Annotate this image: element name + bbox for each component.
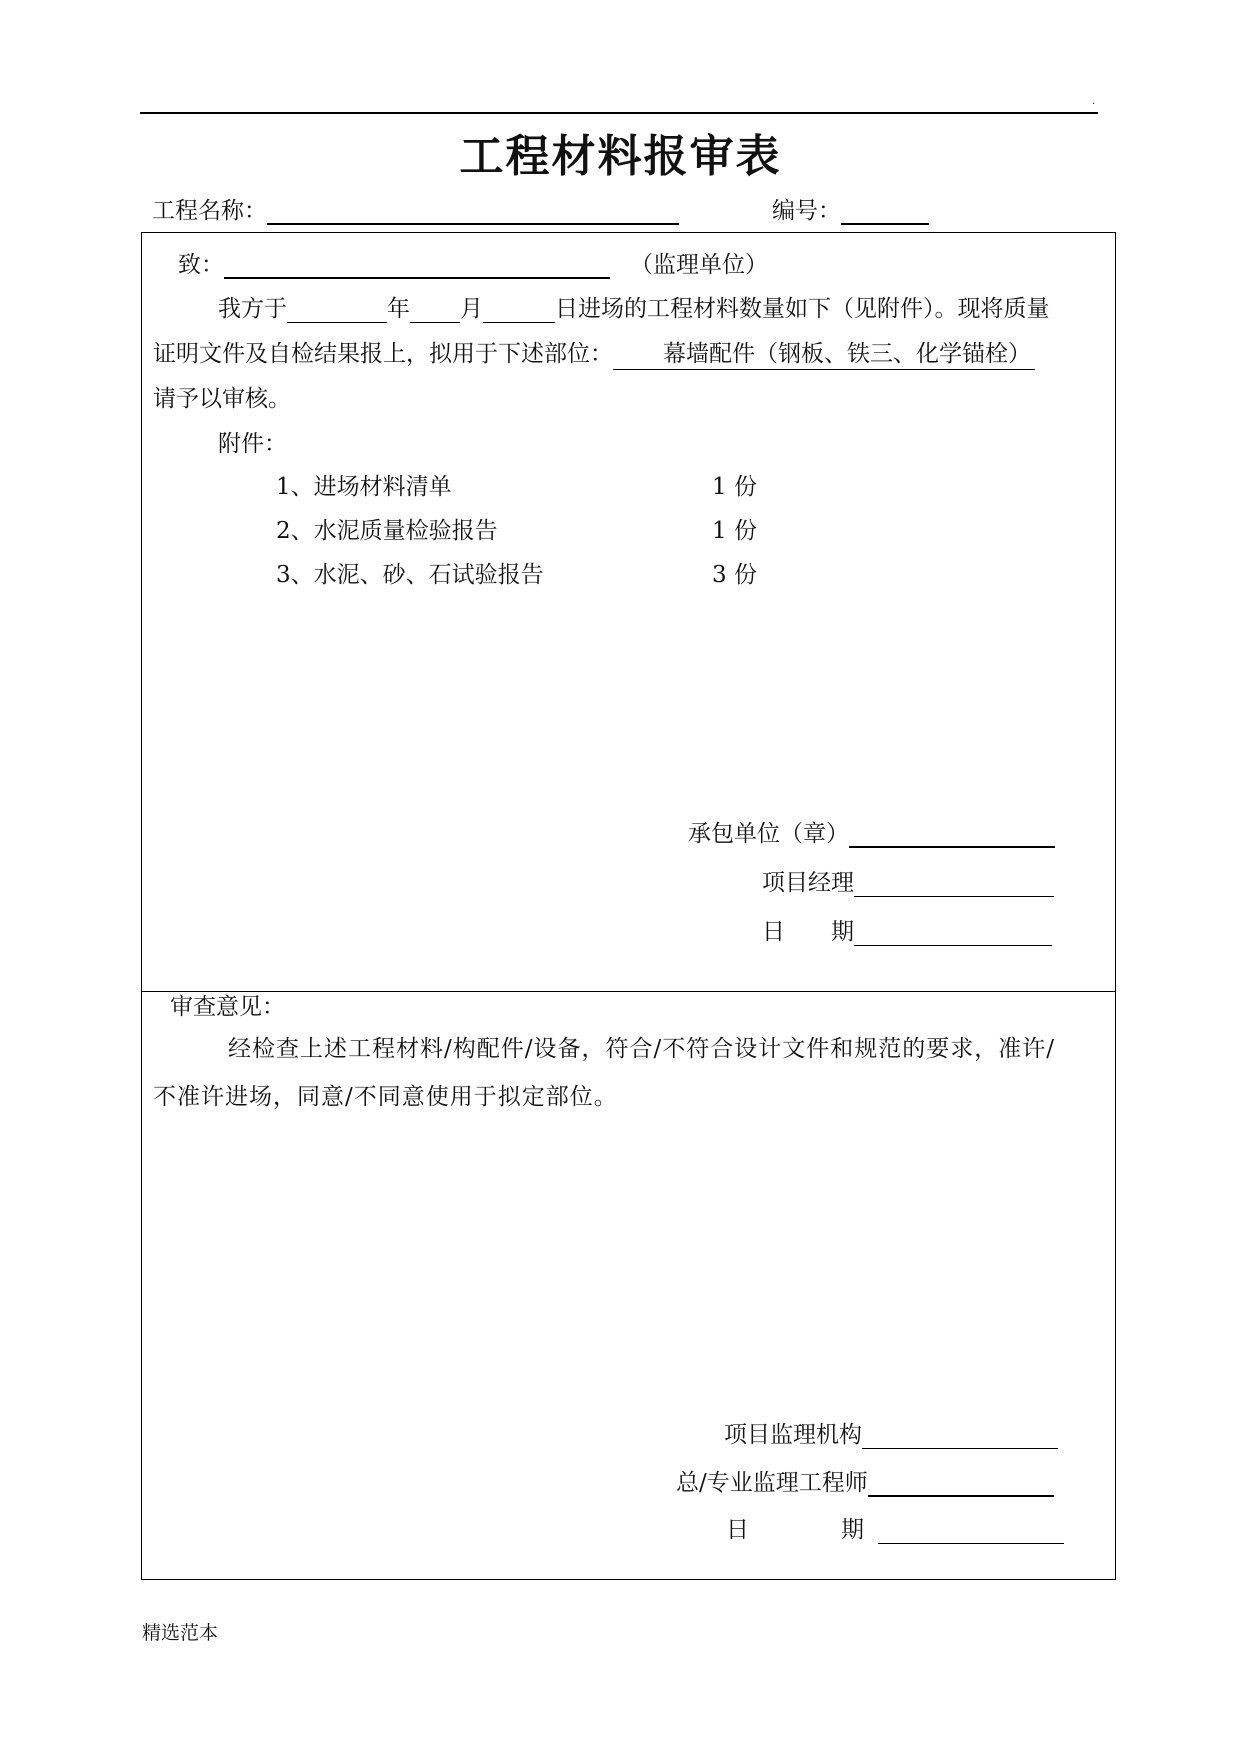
form-box — [141, 232, 1116, 1580]
supervisor-unit-label: （监理单位） — [630, 252, 768, 278]
contractor-date-label: 日 期 — [762, 919, 854, 945]
supervision-date-row — [726, 1511, 1064, 1544]
contractor-unit-row — [688, 815, 1055, 848]
project-manager-field[interactable] — [854, 870, 1054, 897]
header-mark: . — [1092, 96, 1096, 107]
project-name-field[interactable] — [267, 197, 679, 225]
month-label: 月 — [460, 296, 483, 322]
section-divider — [141, 991, 1116, 992]
supervision-org-label: 项目监理机构 — [724, 1422, 862, 1448]
body-p1-b: 日进场的工程材料数量如下（见附件）。现将质量 — [555, 296, 1050, 322]
supervising-engineer-row — [676, 1464, 1054, 1497]
location-field[interactable]: 幕墙配件（钢板、铁三、化学锚栓） — [613, 341, 1035, 370]
supervising-engineer-field[interactable] — [868, 1469, 1054, 1497]
attachment-item-3: 3、水泥、砂、石试验报告 — [276, 562, 544, 588]
year-field[interactable] — [287, 296, 387, 323]
to-label: 致： — [178, 252, 224, 278]
attachments-label: 附件： — [218, 431, 287, 457]
body-p2-a: 证明文件及自检结果报上，拟用于下述部位： — [153, 341, 613, 367]
body-p1-a: 我方于 — [218, 296, 287, 322]
header-rule — [140, 112, 1098, 114]
attachment-item-2: 2、水泥质量检验报告 — [276, 518, 498, 544]
contractor-unit-label: 承包单位（章） — [688, 821, 849, 847]
body-line-1 — [218, 290, 1050, 323]
body-line-3: 请予以审核。 — [153, 386, 291, 412]
day-field[interactable] — [483, 296, 555, 323]
supervision-org-field[interactable] — [862, 1422, 1058, 1449]
contractor-date-row — [762, 913, 1052, 946]
supervising-engineer-label: 总/专业监理工程师 — [676, 1470, 868, 1496]
supervision-date-field[interactable] — [878, 1517, 1064, 1544]
supervision-org-row — [724, 1416, 1058, 1449]
year-label: 年 — [387, 296, 410, 322]
number-field[interactable] — [841, 197, 929, 225]
project-name-label: 工程名称： — [152, 198, 267, 224]
project-manager-row — [762, 864, 1054, 897]
attachment-qty-2: 1 份 — [712, 518, 757, 544]
review-label: 审查意见： — [170, 994, 285, 1020]
contractor-unit-field[interactable] — [849, 820, 1055, 848]
number-label: 编号： — [772, 198, 841, 224]
supervision-date-label: 日 期 — [726, 1517, 864, 1543]
body-line-2 — [153, 335, 1035, 368]
number-row — [772, 192, 929, 225]
attachment-qty-3: 3 份 — [712, 562, 757, 588]
page-title: 工程材料报审表 — [459, 131, 782, 182]
month-field[interactable] — [410, 296, 460, 323]
to-row — [178, 246, 610, 279]
to-field[interactable] — [224, 251, 610, 279]
attachment-qty-1: 1 份 — [712, 474, 757, 500]
attachment-item-1: 1、进场材料清单 — [276, 474, 452, 500]
project-name-row — [152, 192, 679, 225]
footer-text: 精选范本 — [142, 1622, 219, 1644]
contractor-date-field[interactable] — [854, 919, 1052, 946]
review-line-1: 经检查上述工程材料/构配件/设备，符合/不符合设计文件和规范的要求，准许/ — [228, 1036, 1055, 1062]
review-line-2: 不准许进场，同意/不同意使用于拟定部位。 — [153, 1084, 618, 1110]
project-manager-label: 项目经理 — [762, 870, 854, 896]
